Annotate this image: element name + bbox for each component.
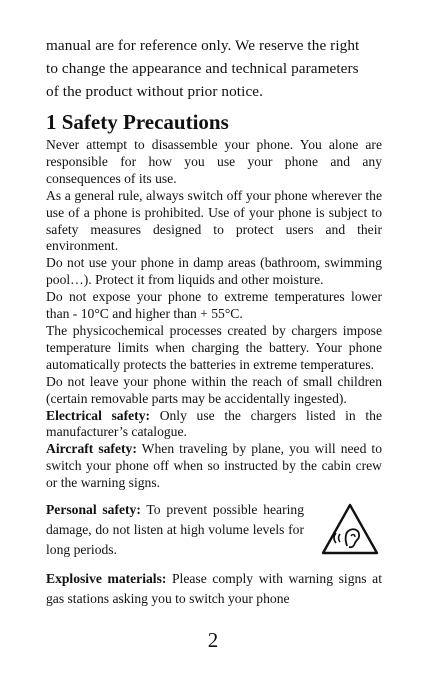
paragraph-electrical-safety <box>46 408 382 442</box>
intro-line-3: of the product without prior notice. <box>46 83 264 100</box>
intro-line-2: to change the appearance and technical parameters <box>46 60 359 77</box>
hearing-warning-icon <box>320 502 380 561</box>
paragraph-disassemble: Never attempt to disassemble your phone. You alone are responsible for how you use your phone and any consequences of its use. <box>46 137 382 186</box>
manual-page <box>46 34 382 609</box>
paragraph-damp-areas: Do not use your phone in damp areas (bathroom, swimming pool…). Protect it from liquids and other moisture. <box>46 255 382 288</box>
explosive-materials-text: Please comply with warning signs at gas stations asking you to switch your phone <box>46 571 382 607</box>
electrical-safety-label: Electrical safety: <box>46 407 151 423</box>
personal-safety-text: To prevent possible hearing damage, do not listen at high volume levels for long periods. <box>46 502 304 558</box>
warning-triangle-icon <box>320 502 380 556</box>
paragraph-switch-off: As a general rule, always switch off your phone wherever the use of a phone is prohibited. Use of your phone is subject to safety measures designed to protect users and their environment. <box>46 187 382 254</box>
paragraph-chargers: The physicochemical processes created by chargers impose temperature limits when charging the battery. Your phone automatically protects the batteries in extreme temperatures. <box>46 322 382 372</box>
page-number: 2 <box>207 628 219 652</box>
intro-line-1: manual are for reference only. We reserve the right <box>46 37 360 54</box>
paragraph-personal-safety <box>46 500 304 560</box>
personal-safety-label: Personal safety: <box>46 502 141 518</box>
intro-text <box>46 34 382 103</box>
paragraph-temperatures: Do not expose your phone to extreme temperatures lower than - 10°C and higher than + 55°C. <box>46 289 382 322</box>
personal-safety-row <box>46 500 382 561</box>
electrical-safety-text: Only use the chargers listed in the manufacturer’s catalogue. <box>46 407 382 440</box>
paragraph-aircraft-safety <box>46 441 382 492</box>
aircraft-safety-label: Aircraft safety: <box>46 441 137 457</box>
section-body <box>46 137 382 492</box>
section-title: 1 Safety Precautions <box>46 110 229 134</box>
paragraph-children: Do not leave your phone within the reach of small children (certain removable parts may be accidentally ingested). <box>46 373 382 406</box>
paragraph-explosive-materials <box>46 569 382 609</box>
aircraft-safety-text: When traveling by plane, you will need to switch your phone off when so instructed by the cabin crew or the warning signs. <box>46 441 383 491</box>
explosive-materials-label: Explosive materials: <box>46 571 167 587</box>
